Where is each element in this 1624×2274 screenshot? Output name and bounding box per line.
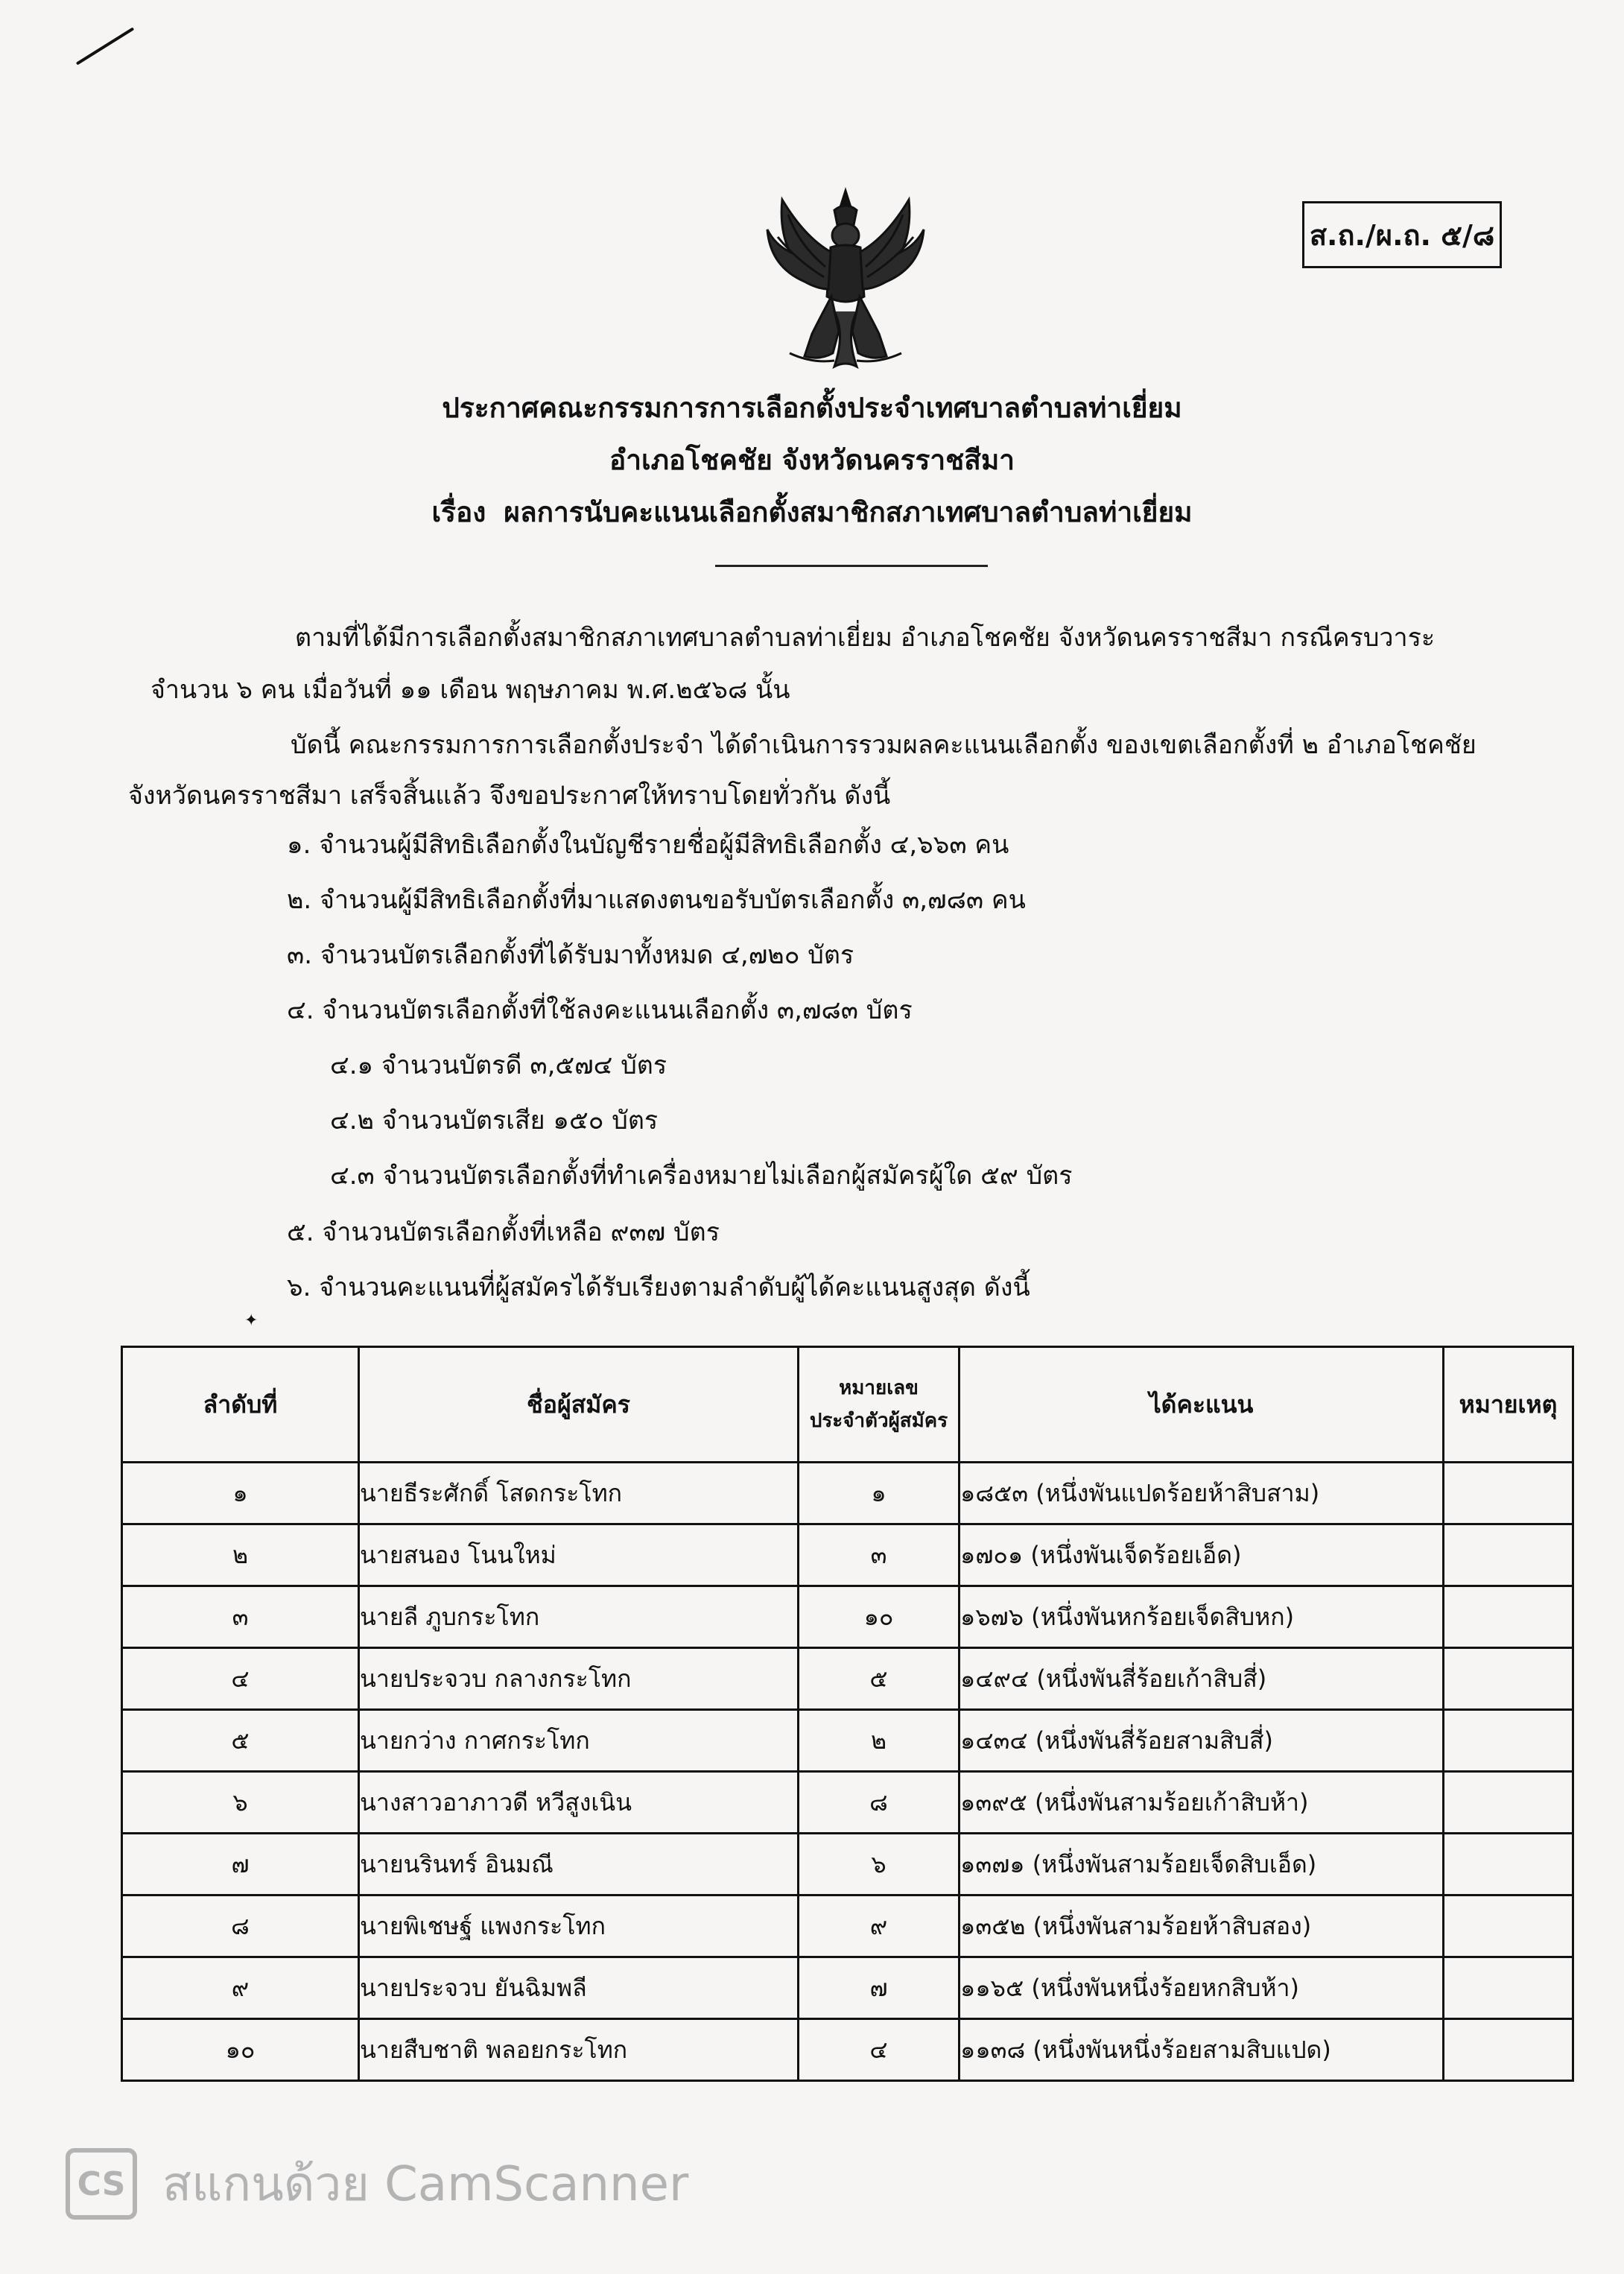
paragraph-2-line-2: จังหวัดนครราชสีมา เสร็จสิ้นแล้ว จึงขอประกาศให้ทราบโดยทั่วกัน ดังนี้ — [128, 781, 891, 811]
results-table — [121, 1346, 1574, 2082]
cell-name: นายประจวบ กลางกระโทก — [359, 1648, 799, 1710]
cell-name: นายลี ภูบกระโทก — [359, 1586, 799, 1648]
cell-rank: ๗ — [122, 1834, 359, 1895]
header-remarks: หมายเหตุ — [1444, 1347, 1573, 1463]
cell-name: นายพิเชษฐ์ แพงกระโทก — [359, 1895, 799, 1957]
table-row — [122, 1648, 1573, 1710]
table-header-row — [122, 1347, 1573, 1463]
header-rank: ลำดับที่ — [122, 1347, 359, 1463]
heading-divider — [715, 565, 988, 567]
cell-votes: ๑๓๕๒ (หนึ่งพันสามร้อยห้าสิบสอง) — [960, 1895, 1444, 1957]
table-row — [122, 1524, 1573, 1586]
list-item-3: ๓. จำนวนบัตรเลือกตั้งที่ได้รับมาทั้งหมด ๔,๗๒๐ บัตร — [287, 940, 854, 970]
table-row — [122, 1834, 1573, 1895]
cell-number: ๒ — [799, 1710, 960, 1772]
stray-ink-mark: ✦ — [244, 1311, 258, 1330]
table-row — [122, 1957, 1573, 2019]
cell-rank: ๘ — [122, 1895, 359, 1957]
cell-votes: ๑๔๓๔ (หนึ่งพันสี่ร้อยสามสิบสี่) — [960, 1710, 1444, 1772]
cell-rank: ๑ — [122, 1463, 359, 1524]
cell-name: นายประจวบ ยันฉิมพลี — [359, 1957, 799, 2019]
list-item-2: ๒. จำนวนผู้มีสิทธิเลือกตั้งที่มาแสดงตนขอรับบัตรเลือกตั้ง ๓,๗๘๓ คน — [287, 885, 1026, 915]
cell-name: นายธีระศักดิ์ โสดกระโทก — [359, 1463, 799, 1524]
cell-remarks — [1444, 2019, 1573, 2081]
cell-number: ๓ — [799, 1524, 960, 1586]
cell-votes: ๑๘๕๓ (หนึ่งพันแปดร้อยห้าสิบสาม) — [960, 1463, 1444, 1524]
table-row — [122, 1772, 1573, 1834]
paragraph-1-line-1: ตามที่ได้มีการเลือกตั้งสมาชิกสภาเทศบาลตำบลท่าเยี่ยม อำเภอโชคชัย จังหวัดนครราชสีมา กรณีครบวาระ — [295, 623, 1436, 653]
cell-name: นายนรินทร์ อินมณี — [359, 1834, 799, 1895]
list-item-4-3: ๔.๓ จำนวนบัตรเลือกตั้งที่ทำเครื่องหมายไม่เลือกผู้สมัครผู้ใด ๕๙ บัตร — [330, 1161, 1073, 1191]
cell-remarks — [1444, 1524, 1573, 1586]
cell-number: ๕ — [799, 1648, 960, 1710]
camscanner-logo-icon — [66, 2148, 137, 2220]
list-item-4-2: ๔.๒ จำนวนบัตรเสีย ๑๕๐ บัตร — [330, 1106, 659, 1136]
cell-votes: ๑๑๓๘ (หนึ่งพันหนึ่งร้อยสามสิบแปด) — [960, 2019, 1444, 2081]
reference-code: ส.ถ./ผ.ถ. ๕/๘ — [1309, 218, 1495, 252]
heading-subject — [0, 490, 1624, 534]
cell-rank: ๔ — [122, 1648, 359, 1710]
cell-number: ๘ — [799, 1772, 960, 1834]
cell-number: ๙ — [799, 1895, 960, 1957]
cell-votes: ๑๓๙๕ (หนึ่งพันสามร้อยเก้าสิบห้า) — [960, 1772, 1444, 1834]
paragraph-1-line-2: จำนวน ๖ คน เมื่อวันที่ ๑๑ เดือน พฤษภาคม พ.ศ.๒๕๖๘ นั้น — [150, 675, 790, 705]
camscanner-watermark — [66, 2146, 688, 2222]
cell-name: นายสนอง โนนใหม่ — [359, 1524, 799, 1586]
cell-number: ๔ — [799, 2019, 960, 2081]
cell-remarks — [1444, 1772, 1573, 1834]
cell-number: ๑๐ — [799, 1586, 960, 1648]
table-row — [122, 1710, 1573, 1772]
cell-remarks — [1444, 1648, 1573, 1710]
list-item-5: ๕. จำนวนบัตรเลือกตั้งที่เหลือ ๙๓๗ บัตร — [287, 1217, 720, 1247]
reference-code-box — [1302, 201, 1502, 268]
cell-name: นายกว่าง กาศกระโทก — [359, 1710, 799, 1772]
table-row — [122, 1895, 1573, 1957]
cell-rank: ๑๐ — [122, 2019, 359, 2081]
list-item-1: ๑. จำนวนผู้มีสิทธิเลือกตั้งในบัญชีรายชื่อผู้มีสิทธิเลือกตั้ง ๔,๖๖๓ คน — [287, 830, 1009, 860]
cell-number: ๗ — [799, 1957, 960, 2019]
header-votes: ได้คะแนน — [960, 1347, 1444, 1463]
cell-votes: ๑๗๐๑ (หนึ่งพันเจ็ดร้อยเอ็ด) — [960, 1524, 1444, 1586]
list-item-4: ๔. จำนวนบัตรเลือกตั้งที่ใช้ลงคะแนนเลือกตั้ง ๓,๗๘๓ บัตร — [287, 995, 913, 1025]
pen-stroke-mark — [76, 27, 134, 65]
cell-votes: ๑๔๙๔ (หนึ่งพันสี่ร้อยเก้าสิบสี่) — [960, 1648, 1444, 1710]
cell-rank: ๓ — [122, 1586, 359, 1648]
paragraph-2-line-1: บัดนี้ คณะกรรมการการเลือกตั้งประจำ ได้ดำเนินการรวมผลคะแนนเลือกตั้ง ของเขตเลือกตั้งที่ ๒ อำเภอโชคชัย — [291, 730, 1476, 760]
cell-remarks — [1444, 1586, 1573, 1648]
header-candidate-number — [799, 1347, 960, 1463]
list-item-4-1: ๔.๑ จำนวนบัตรดี ๓,๕๗๔ บัตร — [330, 1051, 667, 1080]
cell-votes: ๑๓๗๑ (หนึ่งพันสามร้อยเจ็ดสิบเอ็ด) — [960, 1834, 1444, 1895]
list-item-6: ๖. จำนวนคะแนนที่ผู้สมัครได้รับเรียงตามลำดับผู้ได้คะแนนสูงสุด ดังนี้ — [287, 1273, 1030, 1302]
header-number-line-1: หมายเลข — [839, 1377, 919, 1399]
heading-line-1: ประกาศคณะกรรมการการเลือกตั้งประจำเทศบาลตำบลท่าเยี่ยม — [442, 392, 1182, 424]
camscanner-logo-text: CS — [77, 2164, 126, 2203]
cell-rank: ๖ — [122, 1772, 359, 1834]
cell-number: ๑ — [799, 1463, 960, 1524]
cell-remarks — [1444, 1710, 1573, 1772]
cell-remarks — [1444, 1834, 1573, 1895]
header-name: ชื่อผู้สมัคร — [359, 1347, 799, 1463]
subject-text: ผลการนับคะแนนเลือกตั้งสมาชิกสภาเทศบาลตำบลท่าเยี่ยม — [504, 496, 1193, 528]
cell-remarks — [1444, 1895, 1573, 1957]
cell-name: นายสืบชาติ พลอยกระโทก — [359, 2019, 799, 2081]
cell-votes: ๑๑๖๕ (หนึ่งพันหนึ่งร้อยหกสิบห้า) — [960, 1957, 1444, 2019]
subject-label: เรื่อง — [431, 496, 486, 528]
table-row — [122, 1586, 1573, 1648]
cell-remarks — [1444, 1957, 1573, 2019]
header-number-line-2: ประจำตัวผู้สมัคร — [809, 1410, 948, 1432]
cell-name: นางสาวอาภาวดี หวีสูงเนิน — [359, 1772, 799, 1834]
cell-rank: ๕ — [122, 1710, 359, 1772]
table-row — [122, 1463, 1573, 1524]
heading-line-2: อำเภอโชคชัย จังหวัดนครราชสีมา — [609, 444, 1015, 476]
cell-number: ๖ — [799, 1834, 960, 1895]
cell-rank: ๙ — [122, 1957, 359, 2019]
cell-rank: ๒ — [122, 1524, 359, 1586]
table-row — [122, 2019, 1573, 2081]
garuda-emblem-icon — [760, 185, 931, 371]
cell-votes: ๑๖๗๖ (หนึ่งพันหกร้อยเจ็ดสิบหก) — [960, 1586, 1444, 1648]
cell-remarks — [1444, 1463, 1573, 1524]
watermark-text: สแกนด้วย CamScanner — [162, 2157, 689, 2212]
